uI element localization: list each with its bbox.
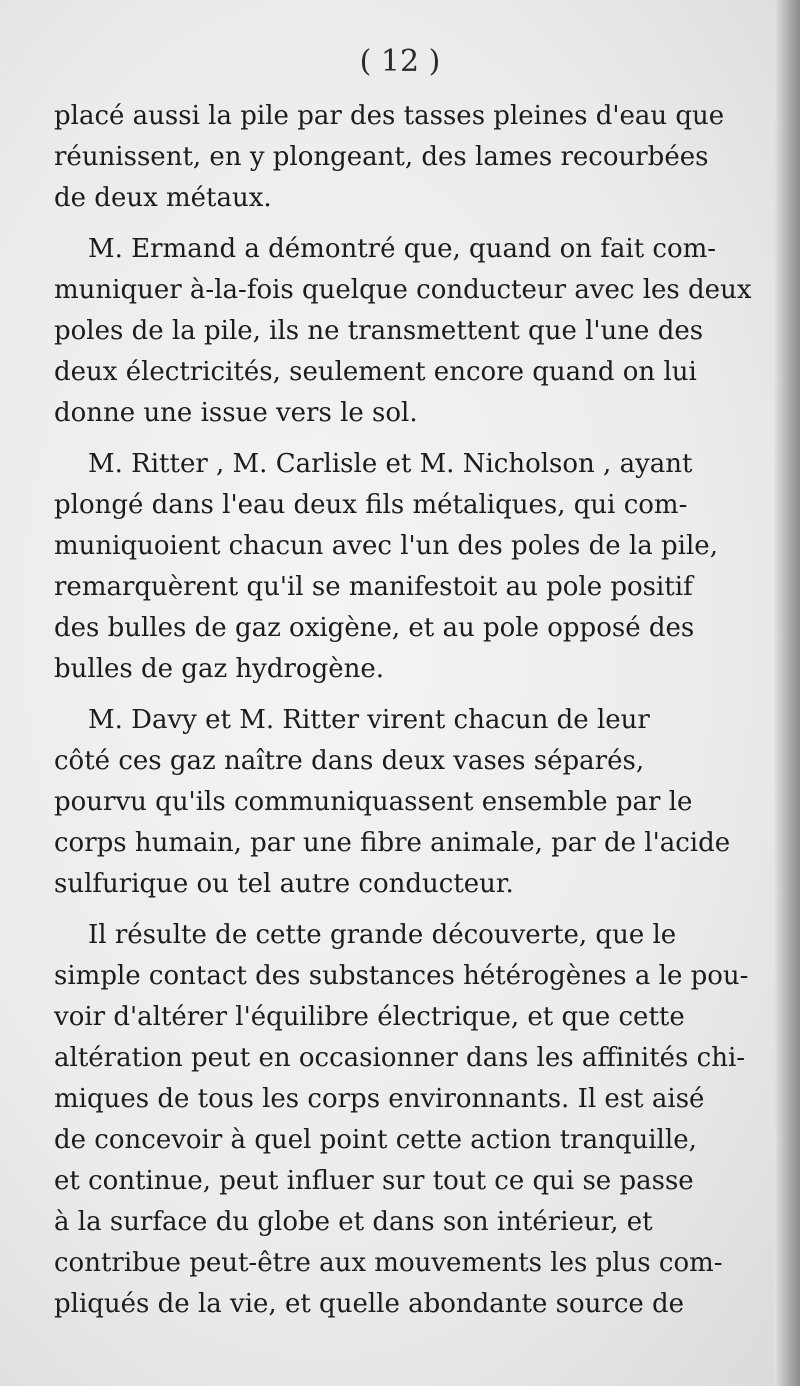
text-line: à la surface du globe et dans son intérieur, et <box>54 1207 653 1237</box>
text-line: M. Davy et M. Ritter virent chacun de leur <box>88 705 650 735</box>
text-line: bulles de gaz hydrogène. <box>54 654 385 684</box>
text-line: contribue peut-être aux mouvements les plus com- <box>54 1248 723 1278</box>
paragraph <box>54 96 760 219</box>
text-line: M. Ritter , M. Carlisle et M. Nicholson , ayant <box>88 449 693 479</box>
text-line: sulfurique ou tel autre conducteur. <box>54 869 514 899</box>
text-line: pliqués de la vie, et quelle abondante source de <box>54 1289 685 1319</box>
text-line: plongé dans l'eau deux fils métaliques, qui com- <box>54 490 688 520</box>
text-line: de deux métaux. <box>54 183 272 213</box>
text-line: pourvu qu'ils communiquassent ensemble par le <box>54 787 693 817</box>
text-line: voir d'altérer l'équilibre électrique, et que cette <box>54 1002 685 1032</box>
text-line: simple contact des substances hétérogènes a le pou- <box>54 961 749 991</box>
paragraph <box>54 444 760 690</box>
text-line: miques de tous les corps environnants. Il est aisé <box>54 1084 705 1114</box>
text-line: altération peut en occasionner dans les affinités chi- <box>54 1043 746 1073</box>
text-line: Il résulte de cette grande découverte, que le <box>88 920 677 950</box>
text-line: donne une issue vers le sol. <box>54 398 418 428</box>
text-line: M. Ermand a démontré que, quand on fait com- <box>88 234 717 264</box>
paragraph <box>54 700 760 905</box>
text-line: de concevoir à quel point cette action tranquille, <box>54 1125 697 1155</box>
body-text <box>54 96 760 1325</box>
text-line: remarquèrent qu'il se manifestoit au pole positif <box>54 572 693 602</box>
text-line: muniquer à-la-fois quelque conducteur avec les deux <box>54 275 752 305</box>
text-line: poles de la pile, ils ne transmettent que l'une des <box>54 316 704 346</box>
text-line: côté ces gaz naître dans deux vases séparés, <box>54 746 645 776</box>
paragraph <box>54 915 760 1325</box>
text-line: corps humain, par une fibre animale, par de l'acide <box>54 828 731 858</box>
page-number: ( 12 ) <box>359 44 441 79</box>
text-line: réunissent, en y plongeant, des lames recourbées <box>54 142 709 172</box>
text-line: et continue, peut influer sur tout ce qui se passe <box>54 1166 694 1196</box>
page-spine-shadow <box>774 0 800 1386</box>
text-line: des bulles de gaz oxigène, et au pole opposé des <box>54 613 695 643</box>
text-line: deux électricités, seulement encore quand on lui <box>54 357 697 387</box>
text-line: muniquoient chacun avec l'un des poles de la pile, <box>54 531 718 561</box>
text-line: placé aussi la pile par des tasses pleines d'eau que <box>54 101 725 131</box>
paragraph <box>54 229 760 434</box>
